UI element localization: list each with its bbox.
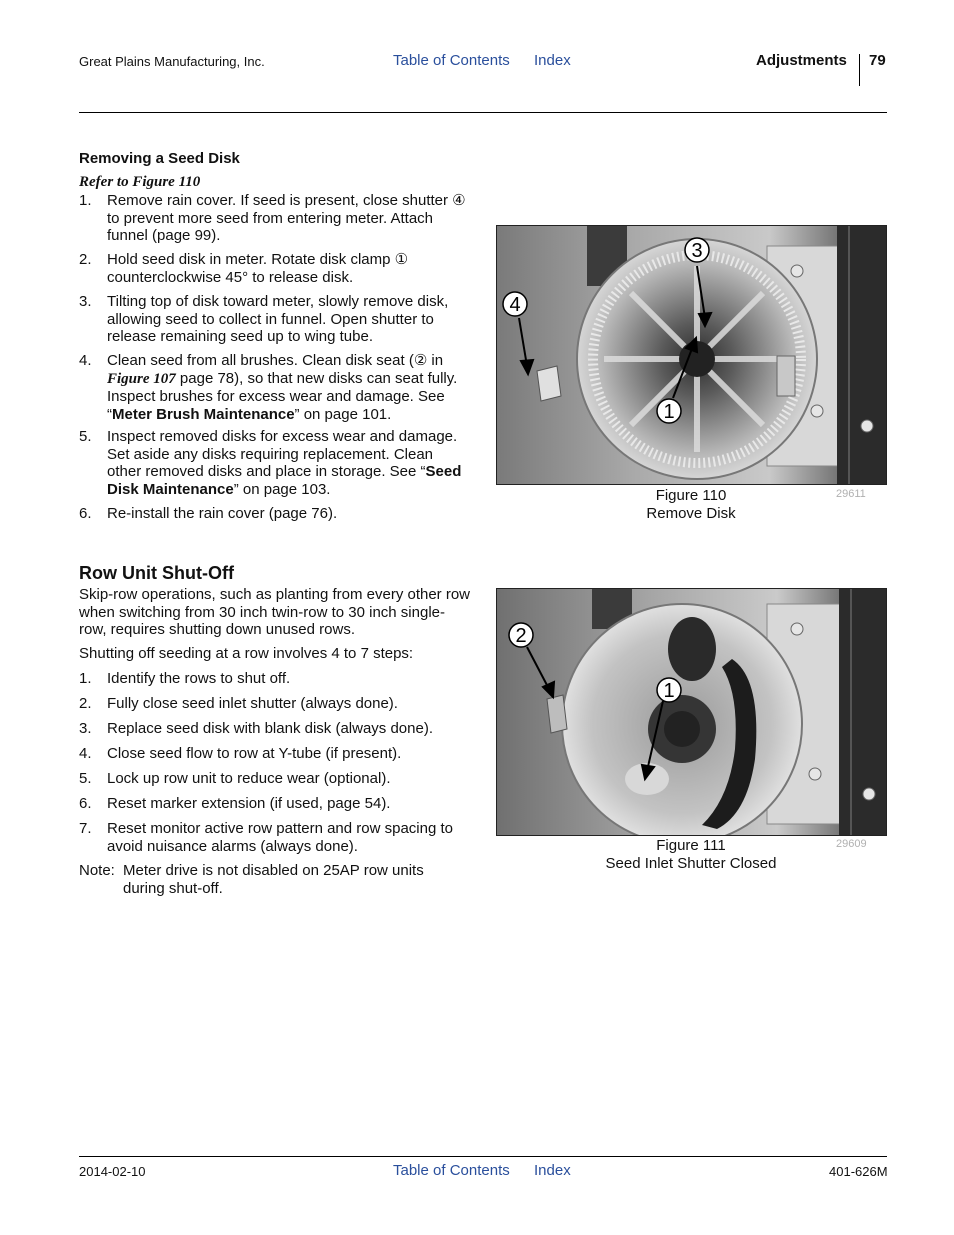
footer-date: 2014-02-10 xyxy=(79,1164,146,1179)
step-text: Clean seed from all brushes. Clean disk seat ( xyxy=(107,352,414,369)
step-text: Reset monitor active row pattern and row spacing to avoid nuisance alarms (always done). xyxy=(107,820,454,855)
list-item xyxy=(79,352,471,423)
callout-4: 4 xyxy=(509,294,521,316)
list-item xyxy=(79,695,471,713)
meter-brush-maintenance-ref: Meter Brush Maintenance xyxy=(112,405,295,423)
step-number: 3. xyxy=(79,293,92,310)
figure-111-number: Figure 111 xyxy=(656,837,726,854)
step-number: 3. xyxy=(79,720,92,737)
header-divider xyxy=(859,54,860,86)
list-item xyxy=(79,293,471,346)
step-text: Identify the rows to shut off. xyxy=(107,670,291,687)
list-item xyxy=(79,795,471,813)
figure-107-link[interactable]: Figure 107 xyxy=(107,370,176,387)
step-number: 2. xyxy=(79,251,92,268)
list-item xyxy=(79,770,471,788)
list-item xyxy=(79,428,471,498)
step-text: Reset marker extension (if used, page 54). xyxy=(107,795,391,812)
step-text: Inspect removed disks for excess wear and damage. Set aside any disks requiring replacement. Clean other removed disks and place in storage. See “ xyxy=(107,428,458,480)
note-text: Meter drive is not disabled on 25AP row units during shut-off. xyxy=(123,862,424,897)
list-item xyxy=(79,192,471,245)
note xyxy=(79,862,449,897)
step-number: 4. xyxy=(79,352,92,369)
list-item xyxy=(79,720,471,738)
step-number: 5. xyxy=(79,770,92,787)
section-title-removing-seed-disk: Removing a Seed Disk xyxy=(79,150,240,167)
callout-3: 3 xyxy=(691,240,703,262)
company-name: Great Plains Manufacturing, Inc. xyxy=(79,54,265,69)
toc-link-footer[interactable]: Table of Contents xyxy=(393,1162,510,1179)
index-link-header[interactable]: Index xyxy=(534,52,571,69)
section-name: Adjustments xyxy=(756,52,847,69)
callout-2: 2 xyxy=(515,625,527,647)
figure-111-photo xyxy=(496,588,887,836)
list-item xyxy=(79,820,471,855)
step-text: Replace seed disk with blank disk (always done). xyxy=(107,720,433,737)
index-link-footer[interactable]: Index xyxy=(534,1162,571,1179)
header-rule xyxy=(79,112,887,113)
step-number: 4. xyxy=(79,745,92,762)
seed-disk-maintenance-ref: Seed Disk Maintenance xyxy=(107,463,462,498)
toc-link-header[interactable]: Table of Contents xyxy=(393,52,510,69)
step-number: 6. xyxy=(79,795,92,812)
step-text: Tilting top of disk toward meter, slowly remove disk, allowing seed to collect in funnel. Open shutter to release remaining seed up to wing tube. xyxy=(107,293,449,345)
step-number: 2. xyxy=(79,695,92,712)
refer-figure: Refer to Figure 110 xyxy=(79,174,201,190)
step-text: ” on page 103. xyxy=(233,480,331,498)
step-number: 1. xyxy=(79,670,92,687)
step-text: ” on page 101. xyxy=(294,405,392,423)
callout-1: 1 xyxy=(663,401,675,423)
step-number: 6. xyxy=(79,505,92,522)
step-text: Re-install the rain cover (page 76). xyxy=(107,505,338,522)
figure-110-number: Figure 110 xyxy=(655,487,727,504)
figure-111-caption xyxy=(496,837,886,872)
step-text: in xyxy=(427,352,444,369)
callout-1: 1 xyxy=(663,680,675,702)
list-item xyxy=(79,251,471,286)
figure-111-image-number: 29609 xyxy=(836,838,867,850)
step-number: 7. xyxy=(79,820,92,837)
page-number: 79 xyxy=(869,52,886,69)
section-intro: Skip-row operations, such as planting from every other row when switching from 30 inch twin-row to 30 inch single-row, requires shutting down unused rows. xyxy=(79,586,471,638)
step-text: Remove rain cover. If seed is present, close shutter xyxy=(107,192,453,209)
note-label: Note: xyxy=(79,862,115,879)
step-text: to prevent more seed from entering meter. Attach funnel (page 99). xyxy=(107,209,434,244)
step-text: Hold seed disk in meter. Rotate disk clamp xyxy=(107,251,395,268)
section-lead: Shutting off seeding at a row involves 4 to 7 steps: xyxy=(79,645,414,662)
list-item xyxy=(79,670,471,688)
callout-glyph: ① xyxy=(394,251,409,268)
callout-glyph: ④ xyxy=(452,192,466,209)
callout-glyph: ② xyxy=(413,352,428,369)
figure-111-title: Seed Inlet Shutter Closed xyxy=(605,854,777,872)
step-text: counterclockwise 45° to release disk. xyxy=(107,268,354,286)
list-item xyxy=(79,745,471,763)
figure-110-title: Remove Disk xyxy=(646,504,736,522)
figure-110-image-number: 29611 xyxy=(836,488,866,500)
document-number: 401-626M xyxy=(829,1164,888,1179)
step-number: 5. xyxy=(79,428,92,445)
seed-meter-disk-illustration xyxy=(497,226,886,484)
figure-110-caption xyxy=(496,487,886,522)
step-text: Close seed flow to row at Y-tube (if present). xyxy=(107,745,402,762)
figure-110-photo xyxy=(496,225,887,485)
step-text: Fully close seed inlet shutter (always done). xyxy=(107,695,398,712)
step-number: 1. xyxy=(79,192,92,209)
step-text: page 78), so that new disks can seat fully. Inspect brushes for excess wear and damage. See “ xyxy=(107,369,458,423)
footer-rule xyxy=(79,1156,887,1157)
step-text: Lock up row unit to reduce wear (optional). xyxy=(107,770,391,787)
list-item xyxy=(79,505,471,523)
section-title-row-unit-shut-off: Row Unit Shut-Off xyxy=(79,563,234,583)
seed-inlet-shutter-illustration xyxy=(497,589,886,835)
